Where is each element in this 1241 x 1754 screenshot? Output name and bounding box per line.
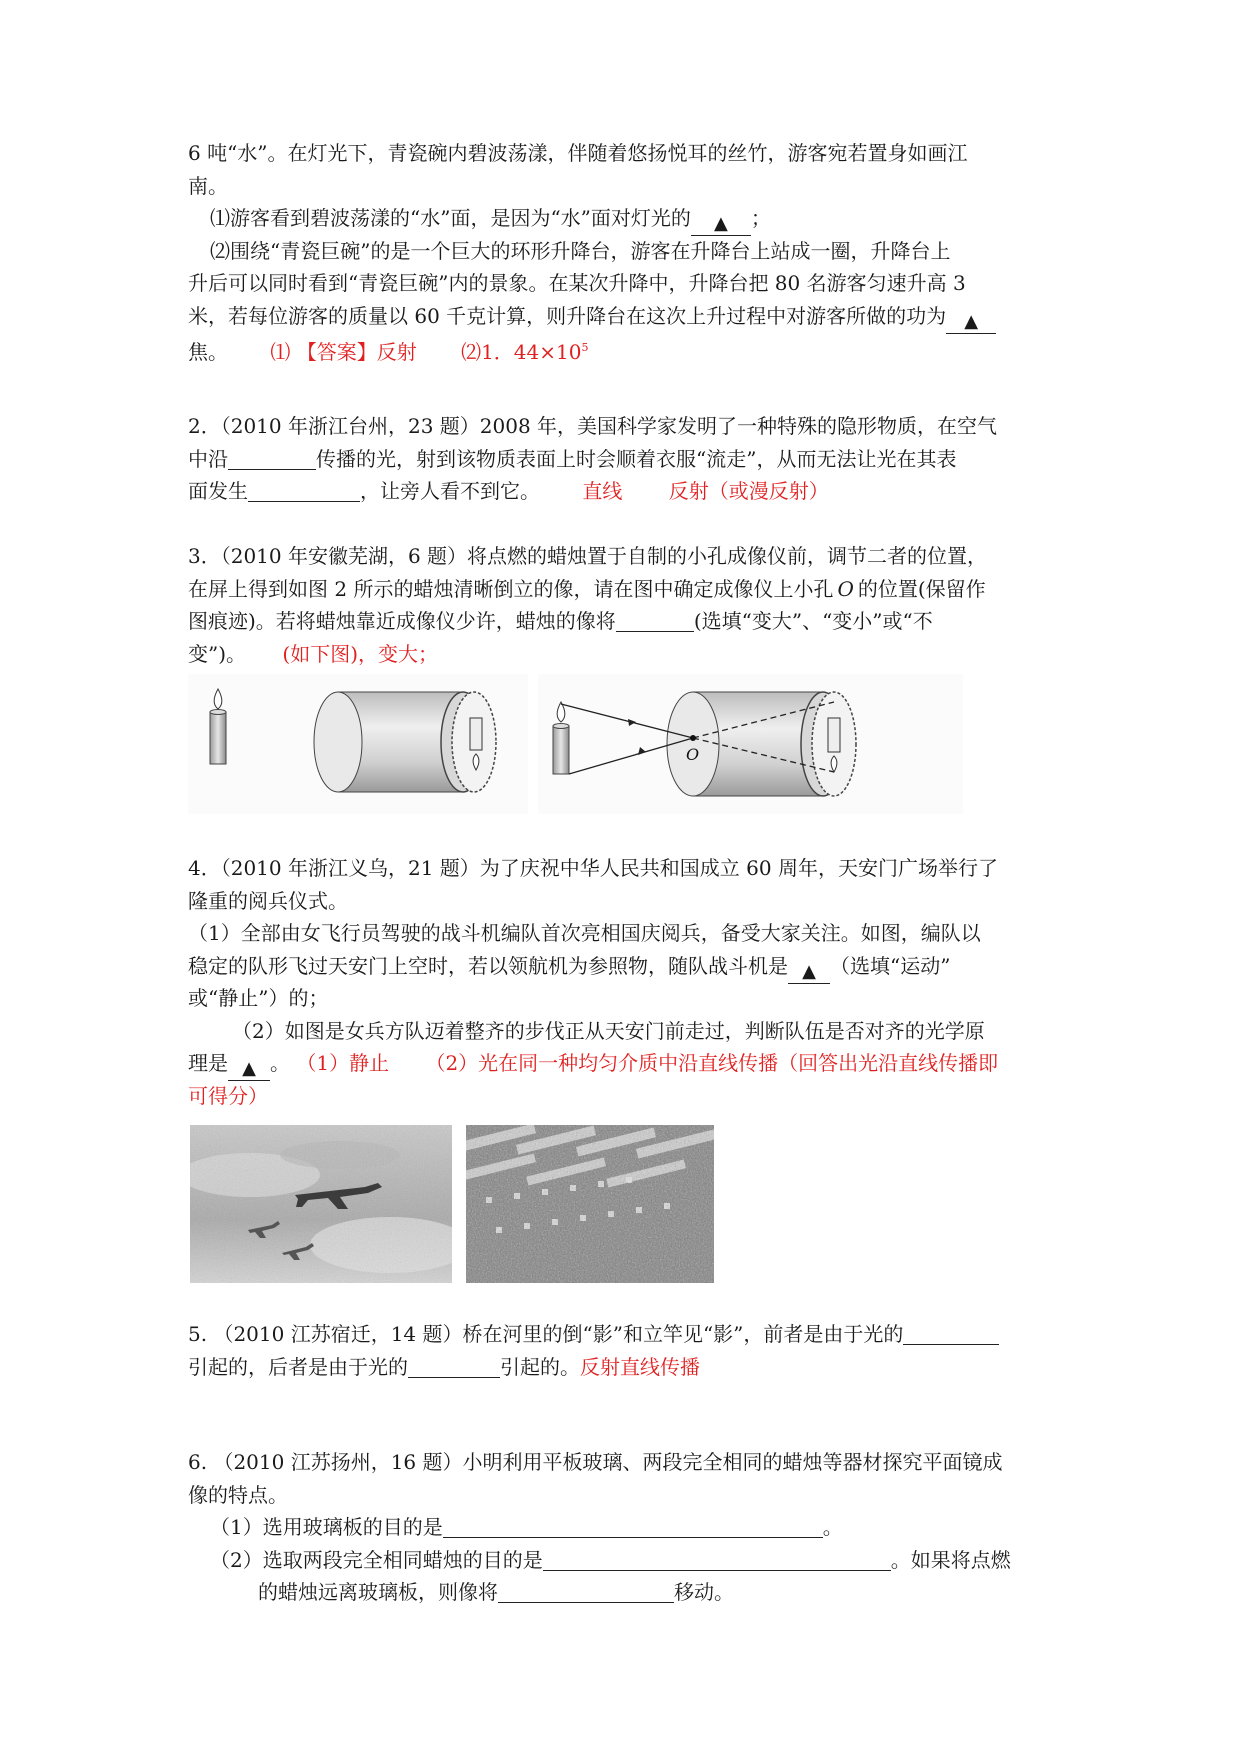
q5-line-2 xyxy=(188,1351,1068,1384)
q3-line-1: 3．（2010 年安徽芜湖，6 题）将点燃的蜡烛置于自制的小孔成像仪前，调节二者的位置， xyxy=(188,544,988,568)
q2-answer-1: 直线 xyxy=(582,479,623,503)
q3-pinhole-o: O xyxy=(837,576,854,601)
triangle-mark-icon: ▲ xyxy=(802,960,816,982)
q1-answer-2-base: ⑵1．44×10 xyxy=(461,340,582,364)
q6-blank-2 xyxy=(543,1548,891,1571)
q5-line-2-pre: 引起的，后者是由于光的 xyxy=(188,1354,408,1379)
q1-unit: 焦。 xyxy=(188,340,228,364)
question-1 xyxy=(188,137,1068,365)
q6-line-2: 像的特点。 xyxy=(188,1482,288,1507)
q1-answer-1: ⑴ 【答案】反射 xyxy=(270,340,417,364)
q6-part-1-end: 。 xyxy=(822,1515,843,1539)
q6-part-1 xyxy=(188,1511,1068,1544)
q4-answer-1: （1）静止 xyxy=(296,1051,390,1075)
q6-part-1-text: （1）选用玻璃板的目的是 xyxy=(210,1515,443,1539)
q4-answer-3: 可得分） xyxy=(188,1083,268,1108)
q3-line-4-text: 变”)。 xyxy=(188,641,247,666)
q6-blank-1 xyxy=(443,1515,823,1538)
q4-answer-2: （2）光在同一种均匀介质中沿直线传播（回答出光沿直线传播即 xyxy=(425,1051,999,1075)
q4-part-2-line-2-pre: 理是 xyxy=(188,1051,228,1075)
q5-blank-1 xyxy=(903,1322,999,1345)
q4-line-1: 4．（2010 年浙江义乌，21 题）为了庆祝中华人民共和国成立 60 周年，天安门广场举行了 xyxy=(188,856,998,880)
q1-line-2: 南。 xyxy=(188,173,228,198)
q1-part-2-line-3 xyxy=(188,300,1068,333)
q3-blank xyxy=(616,609,694,632)
q5-line-1 xyxy=(188,1318,1068,1351)
q4-blank-1 xyxy=(788,961,830,984)
question-5 xyxy=(188,1318,1068,1383)
q4-female-soldiers-photo xyxy=(466,1125,714,1283)
q2-line-3 xyxy=(188,475,1068,508)
q4-part-1-line-2 xyxy=(188,950,1068,983)
q4-part-1-line-2-pre: 稳定的队形飞过天安门上空时，若以领航机为参照物，随队战斗机是 xyxy=(188,953,788,978)
q1-blank-1 xyxy=(691,213,751,236)
pinhole-o-label: O xyxy=(686,745,700,764)
q6-part-2-end: 。如果将点燃 xyxy=(890,1547,1011,1572)
q3-line-3-post: (选填“变大”、“变小”或“不 xyxy=(693,609,933,633)
q6-part-3-text: 的蜡烛远离玻璃板，则像将 xyxy=(258,1580,498,1604)
q1-part-2-line-3-text: 米，若每位游客的质量以 60 千克计算，则升降台在这次上升过程中对游客所做的功为 xyxy=(188,303,947,328)
q3-line-2-pre: 在屏上得到如图 2 所示的蜡烛清晰倒立的像，请在图中确定成像仪上小孔 xyxy=(188,576,834,601)
q4-part-1-line-3: 或“静止”）的； xyxy=(188,986,329,1010)
q1-part-2-line-2: 升后可以同时看到“青瓷巨碗”内的景象。在某次升降中，升降台把 80 名游客匀速升高 3 xyxy=(188,271,966,295)
q4-blank-2 xyxy=(228,1058,270,1081)
q3-line-2 xyxy=(188,573,1068,606)
pinhole-camera-icon xyxy=(667,692,856,796)
q2-line-3-pre: 面发生 xyxy=(188,479,248,503)
q5-line-2-post: 引起的。 xyxy=(500,1354,580,1379)
q3-line-4 xyxy=(188,638,1068,671)
q1-blank-2 xyxy=(946,311,996,334)
q4-part-1-line-1: （1）全部由女飞行员驾驶的战斗机编队首次亮相国庆阅兵，备受大家关注。如图，编队以 xyxy=(188,921,981,945)
q1-answer-line xyxy=(188,332,1068,365)
q3-line-3 xyxy=(188,605,1068,638)
q3-pinhole-figure xyxy=(188,674,963,814)
q3-line-3-pre: 图痕迹)。若将蜡烛靠近成像仪少许，蜡烛的像将 xyxy=(188,609,616,633)
q5-answer: 反射直线传播 xyxy=(580,1354,700,1379)
q1-part-2-line-1: ⑵围绕“青瓷巨碗”的是一个巨大的环形升降台，游客在升降台上站成一圈，升降台上 xyxy=(210,238,951,263)
q2-line-1: 2．（2010 年浙江台州，23 题）2008 年，美国科学家发明了一种特殊的隐形物质，在空气 xyxy=(188,414,998,438)
question-3 xyxy=(188,540,1068,670)
q2-line-2 xyxy=(188,443,1068,476)
question-2 xyxy=(188,410,1068,508)
question-4 xyxy=(188,852,1068,1112)
q4-line-2: 隆重的阅兵仪式。 xyxy=(188,888,348,913)
q4-fighter-formation-photo xyxy=(190,1125,452,1283)
q5-line-1-text: 5. （2010 江苏宿迁，14 题）桥在河里的倒“影”和立竿见“影”，前者是由于光的 xyxy=(188,1322,904,1346)
q6-blank-3 xyxy=(498,1580,674,1603)
q6-line-1: 6. （2010 江苏扬州，16 题）小明利用平板玻璃、两段完全相同的蜡烛等器材探究平面镜成 xyxy=(188,1450,1003,1474)
pinhole-camera-icon xyxy=(314,692,496,792)
q1-answer-2-exponent: 5 xyxy=(581,341,589,354)
triangle-mark-icon: ▲ xyxy=(713,213,728,234)
q6-part-2 xyxy=(188,1544,1068,1577)
q2-line-3-post: ，让旁人看不到它。 xyxy=(360,479,540,503)
q2-blank-2 xyxy=(248,479,360,502)
q2-blank-1 xyxy=(228,447,316,470)
q1-line-1: 6 吨“水”。在灯光下，青瓷碗内碧波荡漾，伴随着悠扬悦耳的丝竹，游客宛若置身如画江 xyxy=(188,141,968,165)
q1-part-1-end: ； xyxy=(750,206,771,230)
q2-line-2-post: 传播的光，射到该物质表面上时会顺着衣服“流走”，从而无法让光在其表 xyxy=(316,446,957,471)
question-6 xyxy=(188,1446,1068,1609)
q3-line-2-post: 的位置(保留作 xyxy=(857,576,986,601)
q4-part-1-line-2-post: （选填“运动” xyxy=(830,953,951,978)
q1-part-1 xyxy=(188,202,1068,235)
q6-part-2-text: （2）选取两段完全相同蜡烛的目的是 xyxy=(210,1547,543,1572)
q2-line-2-pre: 中沿 xyxy=(188,446,228,471)
triangle-mark-icon: ▲ xyxy=(964,310,979,332)
q4-part-2-line-2-post: 。 xyxy=(270,1051,290,1075)
q4-part-2-line-2 xyxy=(188,1047,1068,1080)
q1-part-1-text: ⑴游客看到碧波荡漾的“水”面，是因为“水”面对灯光的 xyxy=(210,206,691,230)
q6-part-3-end: 移动。 xyxy=(674,1580,734,1604)
q4-part-2-line-1: （2）如图是女兵方队迈着整齐的步伐正从天安门前走过，判断队伍是否对齐的光学原 xyxy=(232,1018,985,1043)
triangle-mark-icon: ▲ xyxy=(242,1058,256,1079)
q6-part-3 xyxy=(188,1576,1068,1609)
q5-blank-2 xyxy=(408,1355,500,1378)
q1-answer-2 xyxy=(461,340,588,364)
q3-answer: (如下图)，变大； xyxy=(282,641,438,666)
q2-answer-2: 反射（或漫反射） xyxy=(668,479,829,503)
